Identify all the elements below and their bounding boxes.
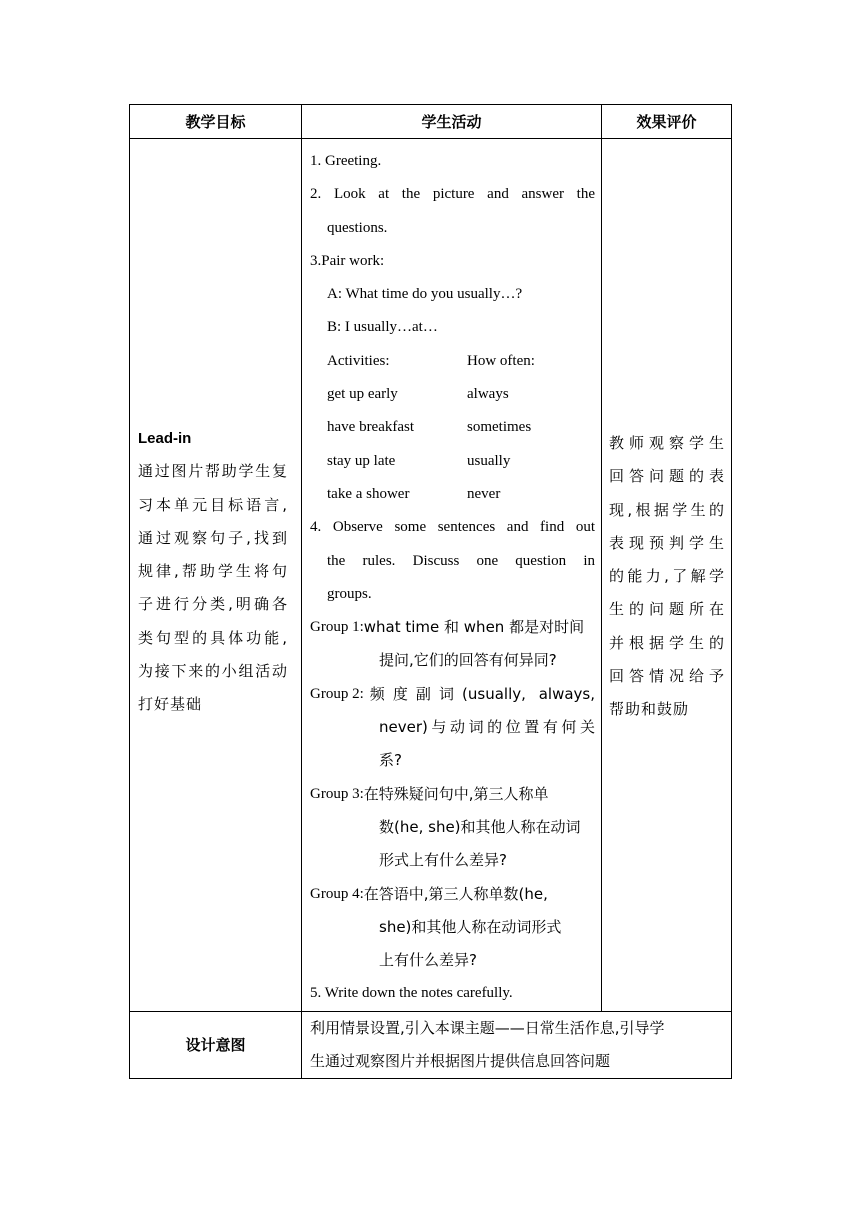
- header-row: [130, 105, 732, 139]
- group-question-cont: [310, 811, 595, 844]
- objective-line: 习本单元目标语言,: [138, 495, 288, 514]
- activity-item-4-line: the rules. Discuss one question in: [327, 552, 595, 569]
- objective-text: [138, 455, 288, 721]
- group-text: she)和其他人称在动词形式: [379, 917, 562, 936]
- group-question: [310, 678, 595, 711]
- group-question: [310, 778, 595, 811]
- activities-cell: [302, 139, 602, 1012]
- group-text: 数(he, she)和其他人称在动词: [379, 817, 581, 836]
- group-text: never)与动词的位置有何关: [379, 718, 595, 737]
- evaluation-line: 教师观察学生: [609, 434, 725, 452]
- activity-name: have breakfast: [327, 419, 415, 436]
- group-question-cont: [310, 744, 595, 777]
- group-question-cont: [310, 644, 595, 677]
- evaluation-line: 回答情况给予: [609, 667, 725, 686]
- design-text: [302, 1011, 732, 1078]
- activity-item-2-line: questions.: [327, 219, 388, 236]
- evaluation-line: 并根据学生的: [609, 633, 725, 652]
- group-text: 在答语中,第三人称单数(he,: [363, 884, 548, 903]
- header-evaluation: 效果评价: [602, 105, 732, 139]
- activities-table-row: [310, 411, 595, 444]
- activity-item-1: 1. Greeting.: [310, 153, 382, 169]
- activity-frequency: never: [467, 485, 501, 502]
- evaluation-line: 的能力,了解学: [609, 567, 725, 586]
- objective-line: 通过观察句子,找到: [138, 528, 288, 547]
- design-line: 生通过观察图片并根据图片提供信息回答问题: [310, 1051, 611, 1070]
- objective-line: 为接下来的小组活动: [138, 662, 288, 681]
- evaluation-line: 表现预判学生: [609, 533, 725, 552]
- table-head-activities: Activities:: [327, 352, 390, 369]
- objective-title: Lead-in: [138, 430, 192, 447]
- evaluation-line: 回答问题的表: [609, 467, 725, 486]
- group-text: 形式上有什么差异?: [379, 851, 507, 870]
- lesson-plan-table: [129, 104, 732, 1079]
- group-text: 提问,它们的回答有何异同?: [379, 651, 557, 670]
- design-line: 利用情景设置,引入本课主题——日常生活作息,引导学: [310, 1018, 665, 1037]
- evaluation-line: 帮助和鼓励: [609, 700, 690, 719]
- dialog-b: B: I usually…at…: [327, 319, 438, 336]
- header-objective: 教学目标: [130, 105, 302, 139]
- group-text: 系?: [379, 751, 402, 770]
- group-question: [310, 878, 595, 911]
- activity-name: get up early: [327, 386, 398, 403]
- activity-name: take a shower: [327, 485, 410, 502]
- activity-item-5: 5. Write down the notes carefully.: [310, 985, 513, 1002]
- objective-line: 规律,帮助学生将句: [138, 562, 288, 581]
- header-activities: 学生活动: [302, 105, 602, 139]
- table-head-frequency: How often:: [467, 352, 535, 369]
- design-label: 设计意图: [130, 1011, 302, 1078]
- evaluation-cell: [602, 139, 732, 1012]
- group-label: Group 1:: [310, 619, 364, 636]
- group-question-cont: [310, 944, 595, 977]
- group-text: what time 和 when 都是对时间: [363, 618, 585, 637]
- activities-table-head: [310, 345, 595, 378]
- dialog-a: A: What time do you usually…?: [327, 286, 523, 303]
- main-row: [130, 139, 732, 1012]
- group-text: 频度副词(usually, always,: [369, 684, 595, 703]
- objective-line: 通过图片帮助学生复: [138, 462, 288, 481]
- group-label: Group 3:: [310, 785, 364, 802]
- objective-cell: [130, 139, 302, 1012]
- objective-line: 类句型的具体功能,: [138, 628, 288, 647]
- objective-line: 打好基础: [138, 695, 203, 714]
- activity-item-4-line: groups.: [327, 585, 372, 602]
- group-label: Group 2:: [310, 685, 364, 702]
- activity-item-3: 3.Pair work:: [310, 252, 385, 269]
- activity-frequency: sometimes: [467, 419, 532, 436]
- activities-table-row: [310, 478, 595, 511]
- group-text: 上有什么差异?: [379, 951, 477, 970]
- evaluation-line: 现,根据学生的: [609, 500, 725, 519]
- activity-frequency: usually: [467, 452, 511, 469]
- group-text: 在特殊疑问句中,第三人称单: [363, 784, 549, 803]
- group-question: [310, 611, 595, 644]
- design-row: [130, 1011, 732, 1078]
- objective-line: 子进行分类,明确各: [138, 595, 288, 614]
- evaluation-line: 生的问题所在: [609, 600, 725, 619]
- activity-item-4-line: 4. Observe some sentences and find out: [310, 519, 595, 536]
- evaluation-text: [602, 139, 731, 727]
- group-question-cont: [310, 844, 595, 877]
- activities-table-row: [310, 378, 595, 411]
- group-question-cont: [310, 711, 595, 744]
- group-question-cont: [310, 911, 595, 944]
- activity-frequency: always: [467, 386, 509, 403]
- activity-item-2-line: 2. Look at the picture and answer the: [310, 186, 595, 203]
- activity-name: stay up late: [327, 452, 396, 469]
- activities-table-row: [310, 445, 595, 478]
- group-label: Group 4:: [310, 885, 364, 902]
